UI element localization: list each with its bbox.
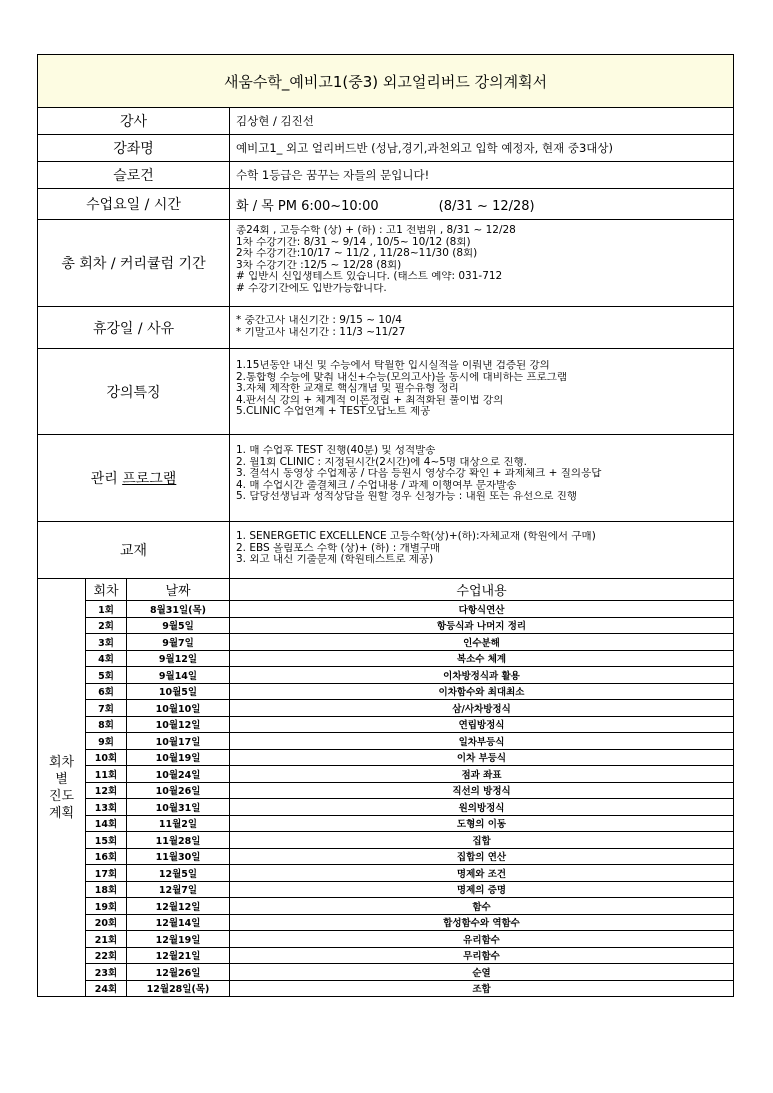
features-line: 3.자체 제작한 교재로 핵심개념 및 필수유형 정리 <box>236 383 459 394</box>
table-row <box>38 716 734 733</box>
session-content: 집합 <box>230 832 734 849</box>
session-content: 점과 좌표 <box>230 766 734 783</box>
session-content: 이차함수와 최대최소 <box>230 683 734 700</box>
management-line: 2. 월1회 CLINIC : 지정된시간(2시간)에 4~5명 대상으로 진행. <box>236 456 527 468</box>
textbook-line: 3. 외고 내신 기출문제 (학원테스트로 제공) <box>236 554 434 565</box>
table-row <box>38 931 734 948</box>
features-label: 강의특징 <box>38 349 230 435</box>
session-date: 9월5일 <box>127 617 230 634</box>
features-line: 5.CLINIC 수업연계 + TEST오답노트 제공 <box>236 406 431 417</box>
table-row <box>38 650 734 667</box>
session-number: 5회 <box>86 667 127 684</box>
curriculum-line: 1차 수강기간: 8/31 ~ 9/14 , 10/5~ 10/12 (8회) <box>236 236 471 248</box>
plan-side-line: 진도 <box>48 788 75 804</box>
session-content: 집합의 연산 <box>230 848 734 865</box>
session-content: 조합 <box>230 980 734 997</box>
session-date: 10월5일 <box>127 683 230 700</box>
session-content: 인수분해 <box>230 634 734 651</box>
plan-side-label <box>38 579 86 997</box>
management-line: 1. 매 수업후 TEST 진행(40분) 및 성적발송 <box>236 445 436 456</box>
session-content: 순열 <box>230 964 734 981</box>
table-row <box>38 914 734 931</box>
breaks-line: * 기말고사 내신기간 : 11/3 ~11/27 <box>236 326 406 338</box>
features-line: 1.15년동안 내신 및 수능에서 탁월한 입시실적을 이뤄낸 검증된 강의 <box>236 360 550 371</box>
course-label: 강좌명 <box>38 135 230 162</box>
session-number: 19회 <box>86 898 127 915</box>
session-content: 일차부등식 <box>230 733 734 750</box>
table-row <box>38 617 734 634</box>
table-row <box>38 667 734 684</box>
table-row <box>38 782 734 799</box>
session-content: 합성함수와 역함수 <box>230 914 734 931</box>
session-content: 다항식연산 <box>230 601 734 618</box>
table-row <box>38 865 734 882</box>
session-number: 1회 <box>86 601 127 618</box>
session-date: 9월14일 <box>127 667 230 684</box>
slogan-label: 슬로건 <box>38 162 230 189</box>
schedule-label: 수업요일 / 시간 <box>38 189 230 220</box>
slogan-value: 수학 1등급은 꿈꾸는 자들의 문입니다! <box>230 162 734 189</box>
plan-side-line: 회차 <box>48 754 75 770</box>
session-date: 12월28일(목) <box>127 980 230 997</box>
session-content: 함수 <box>230 898 734 915</box>
table-row <box>38 898 734 915</box>
session-date: 10월12일 <box>127 716 230 733</box>
content-column-header: 수업내용 <box>230 579 734 601</box>
table-row <box>38 601 734 618</box>
management-line: 3. 결석시 동영상 수업제공 / 다음 등원시 영상수강 확인 + 과제체크 + 질의응답 <box>236 468 602 479</box>
instructor-value: 김상현 / 김진선 <box>230 108 734 135</box>
table-row <box>38 964 734 981</box>
session-number: 9회 <box>86 733 127 750</box>
session-content: 연립방정식 <box>230 716 734 733</box>
table-row <box>38 700 734 717</box>
session-content: 직선의 방정식 <box>230 782 734 799</box>
session-content: 도형의 이동 <box>230 815 734 832</box>
textbook-line: 1. SENERGETIC EXCELLENCE 고등수학(상)+(하):자체교재 (학원에서 구매) <box>236 531 596 542</box>
curriculum-line: 3차 수강기간 :12/5 ~ 12/28 (8회) <box>236 259 402 271</box>
session-number: 16회 <box>86 848 127 865</box>
table-row <box>38 683 734 700</box>
session-date: 8월31일(목) <box>127 601 230 618</box>
session-number: 8회 <box>86 716 127 733</box>
session-date: 11월28일 <box>127 832 230 849</box>
session-date: 9월12일 <box>127 650 230 667</box>
table-row <box>38 815 734 832</box>
session-number: 17회 <box>86 865 127 882</box>
schedule-period: (8/31 ~ 12/28) <box>438 198 535 214</box>
table-row <box>38 848 734 865</box>
textbook-value <box>230 522 734 579</box>
session-number: 11회 <box>86 766 127 783</box>
session-date: 11월2일 <box>127 815 230 832</box>
session-date: 12월12일 <box>127 898 230 915</box>
lecture-plan-document <box>37 54 733 997</box>
breaks-line: * 중간고사 내신기간 : 9/15 ~ 10/4 <box>236 315 402 326</box>
plan-side-line: 계획 <box>48 805 75 821</box>
curriculum-label: 총 회차 / 커리큘럼 기간 <box>38 220 230 307</box>
schedule-value <box>230 189 734 220</box>
table-row <box>38 881 734 898</box>
session-number: 2회 <box>86 617 127 634</box>
session-date: 12월19일 <box>127 931 230 948</box>
table-row <box>38 980 734 997</box>
session-date: 10월10일 <box>127 700 230 717</box>
table-row <box>38 749 734 766</box>
session-number: 13회 <box>86 799 127 816</box>
session-content: 항등식과 나머지 정리 <box>230 617 734 634</box>
session-column-header: 회차 <box>86 579 127 601</box>
curriculum-value <box>230 220 734 307</box>
table-row <box>38 766 734 783</box>
session-date: 10월31일 <box>127 799 230 816</box>
session-date: 10월24일 <box>127 766 230 783</box>
management-label <box>38 435 230 522</box>
management-value <box>230 435 734 522</box>
session-number: 14회 <box>86 815 127 832</box>
breaks-value <box>230 307 734 349</box>
session-number: 6회 <box>86 683 127 700</box>
lecture-plan-table <box>37 54 734 997</box>
session-date: 10월19일 <box>127 749 230 766</box>
session-date: 12월26일 <box>127 964 230 981</box>
management-line: 4. 매 수업시간 출결체크 / 수업내용 / 과제 이행여부 문자발송 <box>236 479 517 491</box>
features-line: 4.판서식 강의 + 체계적 이론정립 + 최적화된 풀이법 강의 <box>236 394 504 406</box>
session-number: 15회 <box>86 832 127 849</box>
session-number: 24회 <box>86 980 127 997</box>
table-row <box>38 634 734 651</box>
schedule-time: 화 / 목 PM 6:00~10:00 <box>236 198 379 214</box>
features-value <box>230 349 734 435</box>
management-label-a: 관리 <box>90 471 123 487</box>
plan-table-body <box>38 579 734 997</box>
course-value: 예비고1_ 외고 얼리버드반 (성남,경기,과천외고 입학 예정자, 현재 중3대상) <box>230 135 734 162</box>
textbook-line: 2. EBS 올림포스 수학 (상)+ (하) : 개별구매 <box>236 542 441 554</box>
document-title: 새움수학_예비고1(중3) 외고얼리버드 강의계획서 <box>38 55 734 108</box>
breaks-label: 휴강일 / 사유 <box>38 307 230 349</box>
session-number: 7회 <box>86 700 127 717</box>
features-line: 2.통합형 수능에 맞춰 내신+수능(모의고사)을 동시에 대비하는 프로그램 <box>236 371 568 383</box>
session-number: 20회 <box>86 914 127 931</box>
session-content: 명제와 조건 <box>230 865 734 882</box>
session-date: 10월26일 <box>127 782 230 799</box>
session-content: 이차방정식과 활용 <box>230 667 734 684</box>
session-number: 21회 <box>86 931 127 948</box>
session-content: 이차 부등식 <box>230 749 734 766</box>
table-row <box>38 832 734 849</box>
session-date: 12월14일 <box>127 914 230 931</box>
date-column-header: 날짜 <box>127 579 230 601</box>
textbook-label: 교재 <box>38 522 230 579</box>
session-content: 원의방정식 <box>230 799 734 816</box>
session-content: 명제의 증명 <box>230 881 734 898</box>
session-number: 22회 <box>86 947 127 964</box>
session-number: 10회 <box>86 749 127 766</box>
session-number: 12회 <box>86 782 127 799</box>
management-label-b: 프로그램 <box>122 471 177 487</box>
session-date: 12월21일 <box>127 947 230 964</box>
table-row <box>38 733 734 750</box>
session-date: 12월7일 <box>127 881 230 898</box>
session-date: 11월30일 <box>127 848 230 865</box>
curriculum-line: # 입반시 신입생테스트 있습니다. (태스트 예약: 031-712 <box>236 271 503 282</box>
instructor-label: 강사 <box>38 108 230 135</box>
session-content: 무리함수 <box>230 947 734 964</box>
session-number: 23회 <box>86 964 127 981</box>
curriculum-line: 총24회 , 고등수학 (상) + (하) : 고1 전범위 , 8/31 ~ 12/28 <box>236 225 516 236</box>
session-date: 12월5일 <box>127 865 230 882</box>
session-content: 복소수 체계 <box>230 650 734 667</box>
table-row <box>38 799 734 816</box>
curriculum-line: 2차 수강기간:10/17 ~ 11/2 , 11/28~11/30 (8회) <box>236 248 478 259</box>
session-number: 4회 <box>86 650 127 667</box>
table-row <box>38 947 734 964</box>
session-content: 삼/사차방정식 <box>230 700 734 717</box>
session-content: 유리함수 <box>230 931 734 948</box>
session-date: 10월17일 <box>127 733 230 750</box>
session-date: 9월7일 <box>127 634 230 651</box>
management-line: 5. 담당선생님과 성적상담을 원할 경우 신청가능 : 내원 또는 유선으로 진행 <box>236 491 578 502</box>
plan-side-line: 별 <box>55 771 68 787</box>
session-number: 18회 <box>86 881 127 898</box>
curriculum-line: # 수강기간에도 입반가능합니다. <box>236 282 387 294</box>
session-number: 3회 <box>86 634 127 651</box>
